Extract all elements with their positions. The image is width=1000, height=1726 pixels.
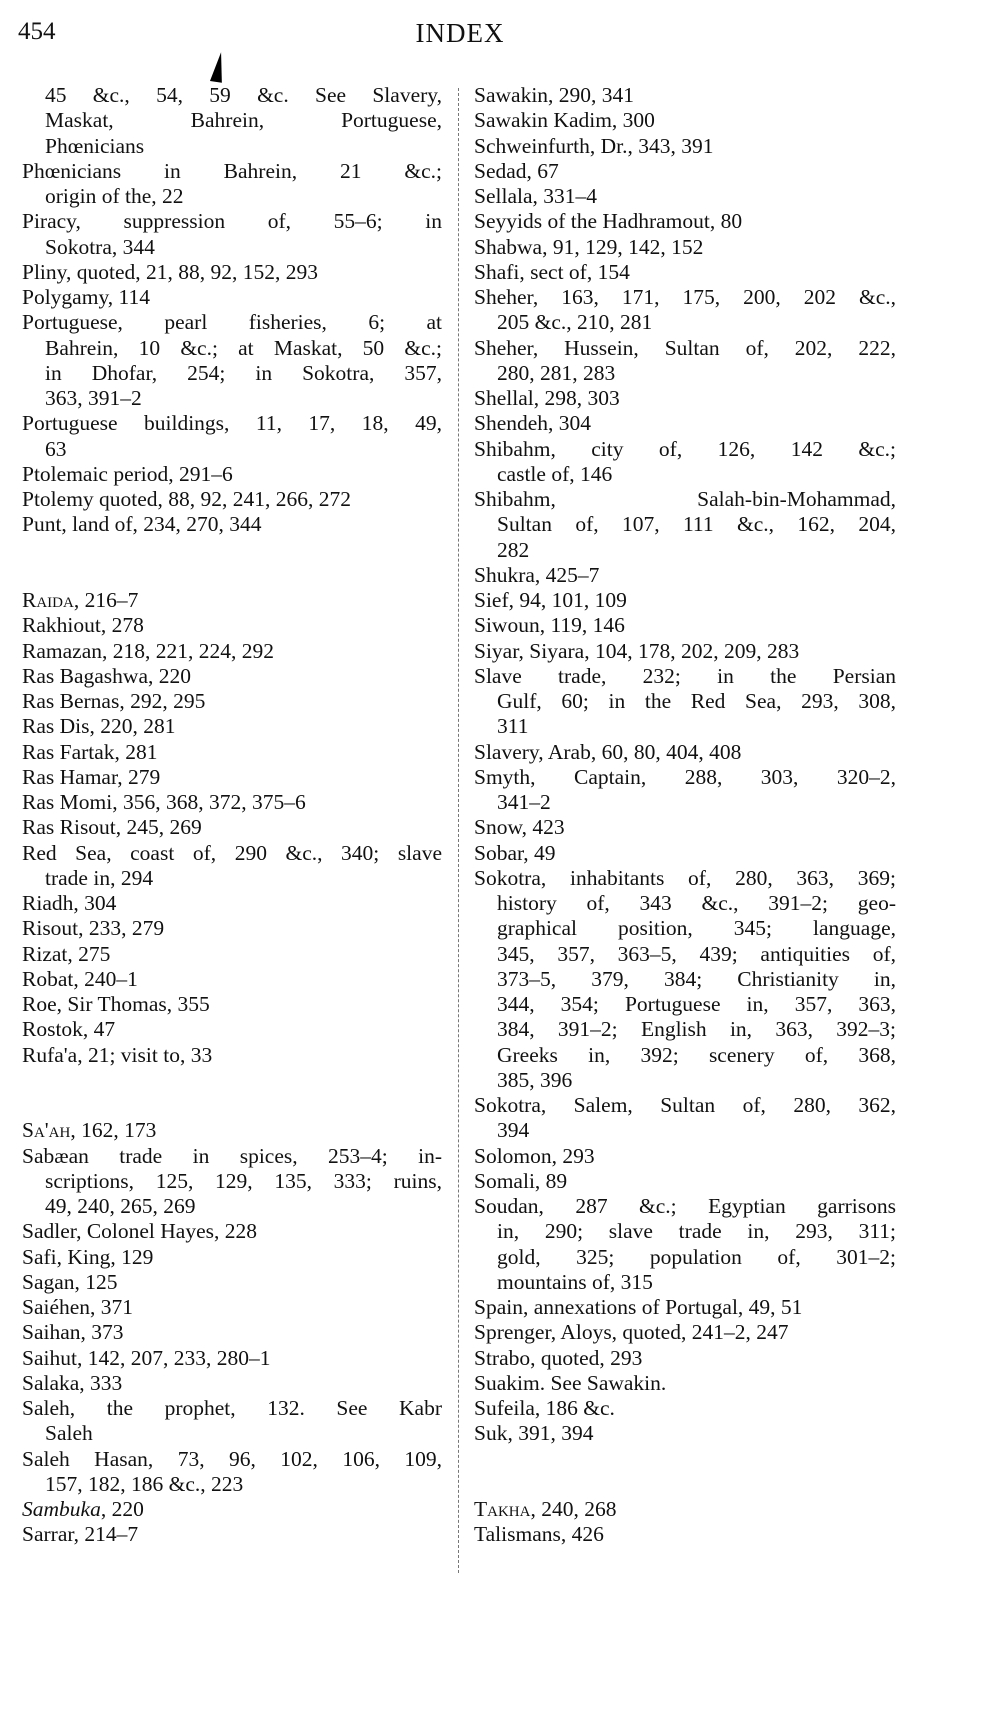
index-line [474, 916, 896, 941]
index-text: Roe, Sir Thomas, 355 [22, 992, 210, 1016]
index-line [22, 1396, 442, 1421]
index-headword: Takha [474, 1497, 531, 1521]
index-line [22, 613, 442, 638]
index-line [474, 83, 896, 108]
index-text: scriptions, 125, 129, 135, 333; ruins, [45, 1168, 442, 1193]
index-line [22, 1421, 442, 1446]
index-line [474, 588, 896, 613]
index-line [22, 1320, 442, 1345]
index-line [22, 1346, 442, 1371]
index-line [22, 1497, 442, 1522]
index-line [22, 815, 442, 840]
page-title: INDEX [415, 18, 505, 48]
index-headword: Sa'ah [22, 1118, 71, 1143]
index-text: Bahrein, 10 &c.; at Maskat, 50 &c.; [45, 335, 442, 360]
index-text: 280, 281, 283 [497, 360, 616, 385]
index-line [474, 891, 896, 916]
index-line [474, 689, 896, 714]
index-text: Sadler, Colonel Hayes, 228 [22, 1219, 257, 1244]
ink-blot [210, 51, 226, 82]
index-text: Gulf, 60; in the Red Sea, 293, 308, [497, 689, 896, 713]
index-line [474, 765, 896, 790]
index-line [474, 1068, 896, 1093]
index-text: Sokotra, 344 [45, 234, 155, 259]
index-line [474, 967, 896, 992]
index-line [22, 159, 442, 184]
index-text: 49, 240, 265, 269 [45, 1194, 196, 1218]
index-line [22, 765, 442, 790]
index-line [22, 310, 442, 335]
index-text: 311 [497, 714, 529, 739]
index-text: Sokotra, inhabitants of, 280, 363, 369; [474, 865, 896, 890]
index-line [474, 159, 896, 184]
index-text: Phœnicians [45, 133, 145, 158]
index-line [474, 462, 896, 487]
blank-line [22, 1068, 442, 1093]
index-text: Sawakin Kadim, 300 [474, 108, 655, 133]
index-line [474, 664, 896, 689]
index-line [474, 361, 896, 386]
index-line [474, 866, 896, 891]
index-text: Strabo, quoted, 293 [474, 1345, 643, 1370]
index-text: Portuguese buildings, 11, 17, 18, 49, [22, 411, 442, 436]
index-text: Seyyids of the Hadhramout, 80 [474, 209, 743, 234]
index-line [22, 1245, 442, 1270]
index-text: Risout, 233, 279 [22, 916, 165, 941]
index-column-right [474, 83, 896, 1548]
index-text: Shabwa, 91, 129, 142, 152 [474, 234, 704, 259]
index-text: Ras Risout, 245, 269 [22, 815, 202, 840]
index-line [474, 285, 896, 310]
index-line [22, 209, 442, 234]
index-text: 282 [497, 537, 530, 562]
index-text: 385, 396 [497, 1067, 573, 1092]
index-text: Spain, annexations of Portugal, 49, 51 [474, 1295, 803, 1319]
index-text: Salaka, 333 [22, 1370, 123, 1395]
index-line [474, 209, 896, 234]
index-text: Sawakin, 290, 341 [474, 83, 635, 107]
index-text: Ras Fartak, 281 [22, 739, 158, 764]
index-text: Saleh Hasan, 73, 96, 102, 106, 109, [22, 1446, 442, 1471]
index-line [474, 1017, 896, 1042]
index-line [474, 1219, 896, 1244]
index-text: Phœnicians in Bahrein, 21 &c.; [22, 158, 442, 183]
index-text: Shibahm, city of, 126, 142 &c.; [474, 436, 896, 461]
index-line [22, 689, 442, 714]
index-line [474, 639, 896, 664]
index-line [474, 1346, 896, 1371]
index-text: Ras Hamar, 279 [22, 764, 161, 789]
index-line [22, 1169, 442, 1194]
index-text: Riadh, 304 [22, 891, 117, 915]
index-text: Punt, land of, 234, 270, 344 [22, 512, 262, 537]
index-text: Ras Bernas, 292, 295 [22, 689, 206, 713]
index-line [22, 891, 442, 916]
index-text: 344, 354; Portuguese in, 357, 363, [497, 992, 896, 1016]
index-line [22, 1118, 442, 1143]
index-text: Ras Dis, 220, 281 [22, 714, 176, 739]
index-line [474, 310, 896, 335]
index-line [22, 1447, 442, 1472]
index-line [474, 1371, 896, 1396]
index-line [474, 108, 896, 133]
blank-line [22, 538, 442, 563]
index-line [22, 512, 442, 537]
index-text: Solomon, 293 [474, 1143, 595, 1168]
blank-line [22, 1093, 442, 1118]
index-line [474, 1497, 896, 1522]
index-line [474, 487, 896, 512]
index-text: Sabæan trade in spices, 253–4; in- [22, 1143, 442, 1168]
index-text: Sheher, 163, 171, 175, 200, 202 &c., [474, 285, 896, 309]
index-text: origin of the, 22 [45, 184, 184, 208]
blank-line [22, 563, 442, 588]
column-divider [458, 88, 459, 1573]
index-text: 63 [45, 436, 67, 461]
index-line [22, 1144, 442, 1169]
index-line [474, 538, 896, 563]
index-line [22, 1472, 442, 1497]
index-text: 373–5, 379, 384; Christianity in, [497, 966, 896, 991]
index-text: Sarrar, 214–7 [22, 1522, 139, 1547]
index-line [474, 563, 896, 588]
index-line [22, 841, 442, 866]
index-text: Greeks in, 392; scenery of, 368, [497, 1042, 896, 1067]
index-text: Safi, King, 129 [22, 1244, 154, 1269]
index-line [22, 1194, 442, 1219]
index-line [22, 285, 442, 310]
index-text: Soudan, 287 &c.; Egyptian garrisons [474, 1194, 896, 1218]
index-text: Saleh [45, 1421, 93, 1446]
index-text: Sobar, 49 [474, 840, 556, 865]
index-line [474, 942, 896, 967]
index-text: history of, 343 &c., 391–2; geo- [497, 891, 896, 915]
index-line [474, 1144, 896, 1169]
index-line [22, 108, 442, 133]
index-text: 363, 391–2 [45, 386, 142, 410]
index-line [474, 1245, 896, 1270]
index-line [22, 866, 442, 891]
index-text: Sagan, 125 [22, 1269, 118, 1294]
index-text: Maskat, Bahrein, Portuguese, [45, 108, 442, 133]
index-text: , 220 [100, 1497, 144, 1521]
index-text: 341–2 [497, 790, 551, 814]
index-line [22, 790, 442, 815]
index-text: Portuguese, pearl fisheries, 6; at [22, 310, 442, 335]
index-line [22, 740, 442, 765]
index-text: graphical position, 345; language, [497, 916, 896, 941]
index-text: Ramazan, 218, 221, 224, 292 [22, 638, 274, 663]
index-text: 384, 391–2; English in, 363, 392–3; [497, 1017, 896, 1042]
index-text: 345, 357, 363–5, 439; antiquities of, [497, 941, 896, 966]
index-text: castle of, 146 [497, 461, 613, 486]
index-text: Suk, 391, 394 [474, 1421, 594, 1446]
index-text: Shafi, sect of, 154 [474, 259, 630, 284]
index-line [22, 916, 442, 941]
index-text: Ptolemaic period, 291–6 [22, 461, 233, 486]
index-text: Sultan of, 107, 111 &c., 162, 204, [497, 512, 896, 537]
index-line [22, 664, 442, 689]
index-line [22, 487, 442, 512]
index-line [22, 83, 442, 108]
index-line [22, 184, 442, 209]
index-line [474, 260, 896, 285]
index-text: Sokotra, Salem, Sultan of, 280, 362, [474, 1093, 896, 1117]
index-line [474, 1320, 896, 1345]
index-line [22, 462, 442, 487]
index-text: Ptolemy quoted, 88, 92, 241, 266, 272 [22, 487, 352, 511]
index-line [22, 1295, 442, 1320]
index-text: , 240, 268 [530, 1497, 617, 1521]
index-text: in, 290; slave trade in, 293, 311; [497, 1219, 896, 1244]
index-text: Schweinfurth, Dr., 343, 391 [474, 133, 714, 158]
index-text: Siyar, Siyara, 104, 178, 202, 209, 283 [474, 638, 800, 663]
index-line [22, 411, 442, 436]
index-text: Somali, 89 [474, 1168, 568, 1193]
index-line [22, 336, 442, 361]
index-line [22, 942, 442, 967]
index-text: Saleh, the prophet, 132. See Kabr [22, 1396, 442, 1420]
index-text: Piracy, suppression of, 55–6; in [22, 209, 442, 234]
index-text: Ras Bagashwa, 220 [22, 663, 191, 688]
index-text: gold, 325; population of, 301–2; [497, 1244, 896, 1269]
index-line [474, 1295, 896, 1320]
blank-line [474, 1472, 896, 1497]
index-text: Shellal, 298, 303 [474, 386, 620, 410]
index-line [22, 967, 442, 992]
index-text: Shukra, 425–7 [474, 562, 600, 587]
index-text: 205 &c., 210, 281 [497, 310, 653, 335]
index-text: Smyth, Captain, 288, 303, 320–2, [474, 764, 896, 789]
index-text: , 216–7 [73, 588, 139, 612]
index-text: Slave trade, 232; in the Persian [474, 663, 896, 688]
index-line [474, 1093, 896, 1118]
index-line [22, 235, 442, 260]
index-line [474, 1043, 896, 1068]
index-line [474, 1194, 896, 1219]
index-text: Sheher, Hussein, Sultan of, 202, 222, [474, 335, 896, 360]
index-text: mountains of, 315 [497, 1269, 653, 1294]
index-line [474, 714, 896, 739]
index-text: Saihan, 373 [22, 1320, 124, 1345]
index-text: Shendeh, 304 [474, 411, 592, 436]
index-headword: Raida [22, 588, 74, 612]
index-line [22, 1371, 442, 1396]
index-line [22, 134, 442, 159]
index-line [22, 361, 442, 386]
index-line [474, 235, 896, 260]
index-line [22, 639, 442, 664]
index-line [22, 588, 442, 613]
index-line [22, 437, 442, 462]
index-line [22, 992, 442, 1017]
index-text: Saiéhen, 371 [22, 1295, 134, 1319]
index-text: Suakim. See Sawakin. [474, 1370, 667, 1395]
index-line [474, 992, 896, 1017]
index-line [474, 184, 896, 209]
index-headword: Sambuka [22, 1497, 101, 1521]
index-line [474, 134, 896, 159]
index-line [474, 815, 896, 840]
index-line [474, 613, 896, 638]
index-text: Saihut, 142, 207, 233, 280–1 [22, 1345, 271, 1370]
index-line [22, 386, 442, 411]
index-line [22, 1219, 442, 1244]
index-text: trade in, 294 [45, 865, 154, 890]
index-line [474, 512, 896, 537]
index-text: Rufa'a, 21; visit to, 33 [22, 1042, 213, 1067]
index-line [474, 336, 896, 361]
index-line [474, 1118, 896, 1143]
index-text: Robat, 240–1 [22, 966, 138, 991]
index-text: Slavery, Arab, 60, 80, 404, 408 [474, 739, 742, 764]
index-text: 45 &c., 54, 59 &c. See Slavery, [45, 83, 442, 107]
index-text: Sellala, 331–4 [474, 184, 598, 208]
index-line [474, 411, 896, 436]
index-text: Sprenger, Aloys, quoted, 241–2, 247 [474, 1320, 789, 1345]
index-line [22, 1043, 442, 1068]
index-text: Shibahm, Salah-bin-Mohammad, [474, 487, 896, 511]
index-text: Snow, 423 [474, 815, 565, 840]
index-text: Rakhiout, 278 [22, 613, 144, 638]
index-text: Polygamy, 114 [22, 285, 151, 309]
index-line [474, 1169, 896, 1194]
index-line [474, 1396, 896, 1421]
index-text: 157, 182, 186 &c., 223 [45, 1471, 244, 1496]
index-text: Rostok, 47 [22, 1017, 116, 1042]
index-line [474, 790, 896, 815]
index-text: Rizat, 275 [22, 941, 111, 966]
index-line [474, 740, 896, 765]
index-text: in Dhofar, 254; in Sokotra, 357, [45, 360, 442, 385]
blank-line [474, 1447, 896, 1472]
index-text: Talismans, 426 [474, 1522, 604, 1547]
index-text: , 162, 173 [70, 1118, 157, 1143]
index-text: Pliny, quoted, 21, 88, 92, 152, 293 [22, 259, 319, 284]
index-text: Red Sea, coast of, 290 &c., 340; slave [22, 840, 442, 865]
index-text: 394 [497, 1118, 530, 1143]
index-line [474, 1270, 896, 1295]
index-text: Siwoun, 119, 146 [474, 613, 625, 638]
index-line [474, 841, 896, 866]
index-line [22, 714, 442, 739]
index-line [22, 260, 442, 285]
index-column-left [22, 83, 442, 1548]
index-line [22, 1017, 442, 1042]
index-text: Sedad, 67 [474, 158, 559, 183]
page-number: 454 [18, 18, 56, 45]
index-line [474, 1522, 896, 1547]
index-text: Sief, 94, 101, 109 [474, 588, 627, 612]
index-line [22, 1270, 442, 1295]
index-text: Ras Momi, 356, 368, 372, 375–6 [22, 790, 306, 814]
index-line [474, 437, 896, 462]
index-text: Sufeila, 186 &c. [474, 1396, 615, 1420]
index-line [22, 1522, 442, 1547]
index-line [474, 386, 896, 411]
index-line [474, 1421, 896, 1446]
